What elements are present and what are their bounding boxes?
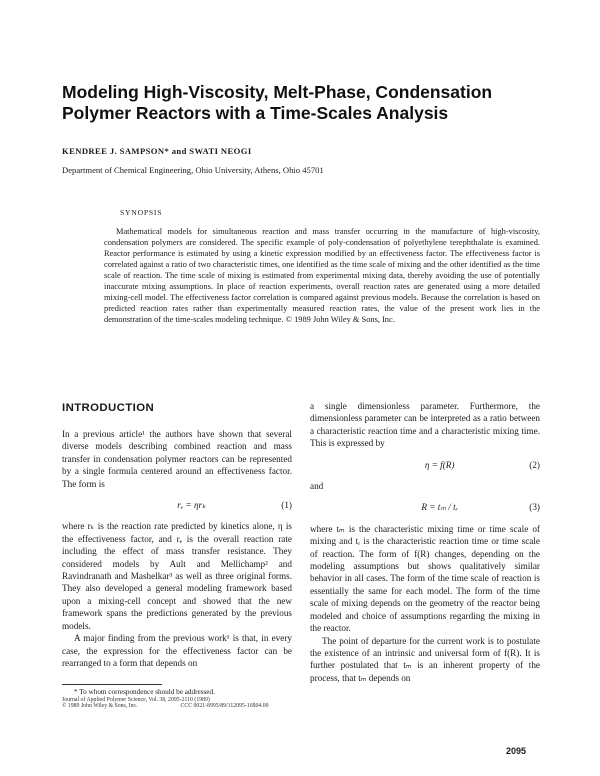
equation-2 (310, 459, 540, 471)
left-paragraph-3: A major finding from the previous work¹ is that, in every case, the expression for the effectiveness factor can be rearranged to a form that depends on (62, 633, 292, 668)
equation-2-number: (2) (529, 459, 540, 470)
right-paragraph-2: where tₘ is the characteristic mixing time or time scale of mixing and tᵣ is the characteristic reaction time or time scale of reaction. The form of f(R) changes, depending on the modeling assumptions but shows qualitatively similar behavior in all cases. The form of the time scale of reaction is essentially the same for each model. The form of the time scale of mixing depends on the geometry of the reactor being modeled and choice of assumptions regarding the mixing in the reactor. (310, 523, 540, 634)
footnote-rule (62, 684, 162, 685)
footnote-text: * To whom correspondence should be addressed. (74, 688, 215, 696)
right-connector-and: and (310, 481, 324, 492)
author-line: KENDREE J. SAMPSON* and SWATI NEOGI (62, 146, 252, 156)
equation-1 (62, 499, 292, 511)
footnote-copyright-row (62, 703, 302, 710)
footnote-block (62, 688, 302, 710)
right-column (310, 400, 540, 684)
synopsis-text: Mathematical models for simultaneous reaction and mass transfer occurring in the manufacture of high-viscosity, condensation polymers are considered. The specific example of poly-condensation of polyethylene terephthalate is examined. Reactor performance is estimated by using a kinetic expression modified by an effectiveness factor. The effectiveness factor is correlated against a ratio of two characteristic times, one identified as the time scale of mixing and the other identified as the time scale of reaction. The time scale of mixing is estimated from experimental mixing data, thereby avoiding the use of potentially inaccurate mixing assumptions. In place of reaction experiments, overall reaction rates are generated using a more detailed mixing-cell model. The effectiveness factor correlation is compared against previous models. Because the correlation is based on predicted reaction rates rather than experimentally measured reaction rates, the value of the present work lies in the demonstration of the time-scales modeling technique. © 1989 John Wiley & Sons, Inc. (104, 227, 540, 324)
left-column (62, 428, 292, 669)
right-paragraph-3: The point of departure for the current work is to postulate the existence of an intrinsic and universal form of f(R). It is further postulated that tₘ is an inherent property of the process, that tₘ depends on (310, 635, 540, 683)
paper-title: Modeling High-Viscosity, Melt-Phase, Condensation Polymer Reactors with a Time-Scales Analysis (62, 82, 493, 123)
page-number: 2095 (506, 746, 527, 756)
left-paragraph-2: where rₖ is the reaction rate predicted by kinetics alone, η is the effectiveness factor, and rₑ is the overall reaction rate including the effect of mass transfer resistance. They considered models by Ault and Mellichamp² and Ravindranath and Mashelkar³ as well as three original forms. They also developed a general modeling framework based upon a mixing-cell concept and showed that the new framework spans the predictions generated by the previous models. (62, 521, 292, 631)
right-paragraph-1: a single dimensionless parameter. Furthermore, the dimensionless parameter can be interpreted as a ratio between a characteristic reaction time and a characteristic mixing time. This is expressed by (310, 401, 540, 449)
equation-3 (310, 501, 540, 513)
equation-1-expr: rₑ = ηrₖ (177, 500, 207, 511)
footnote-journal: Journal of Applied Polymer Science, Vol. 38, 2095-2110 (1989) (62, 696, 210, 703)
synopsis-heading: SYNOPSIS (120, 208, 163, 217)
equation-3-expr: R = tₘ / tᵣ (421, 502, 458, 513)
equation-1-number: (1) (281, 500, 292, 511)
equation-2-expr: η = f(R) (424, 459, 455, 470)
synopsis-body (104, 226, 540, 325)
equation-3-number: (3) (529, 502, 540, 513)
footnote-copyright: © 1989 John Wiley & Sons, Inc. (62, 703, 138, 710)
affiliation: Department of Chemical Engineering, Ohio University, Athens, Ohio 45701 (62, 165, 324, 175)
left-paragraph-1: In a previous article¹ the authors have shown that several diverse models describing combined reaction and mass transfer in condensation polymer reactors can be represented by a single formula centered around an effectiveness factor. The form is (62, 429, 292, 489)
section-heading-introduction: INTRODUCTION (62, 402, 155, 414)
footnote-ccc: CCC 0021-8995/89/112095-16$04.00 (180, 703, 269, 710)
